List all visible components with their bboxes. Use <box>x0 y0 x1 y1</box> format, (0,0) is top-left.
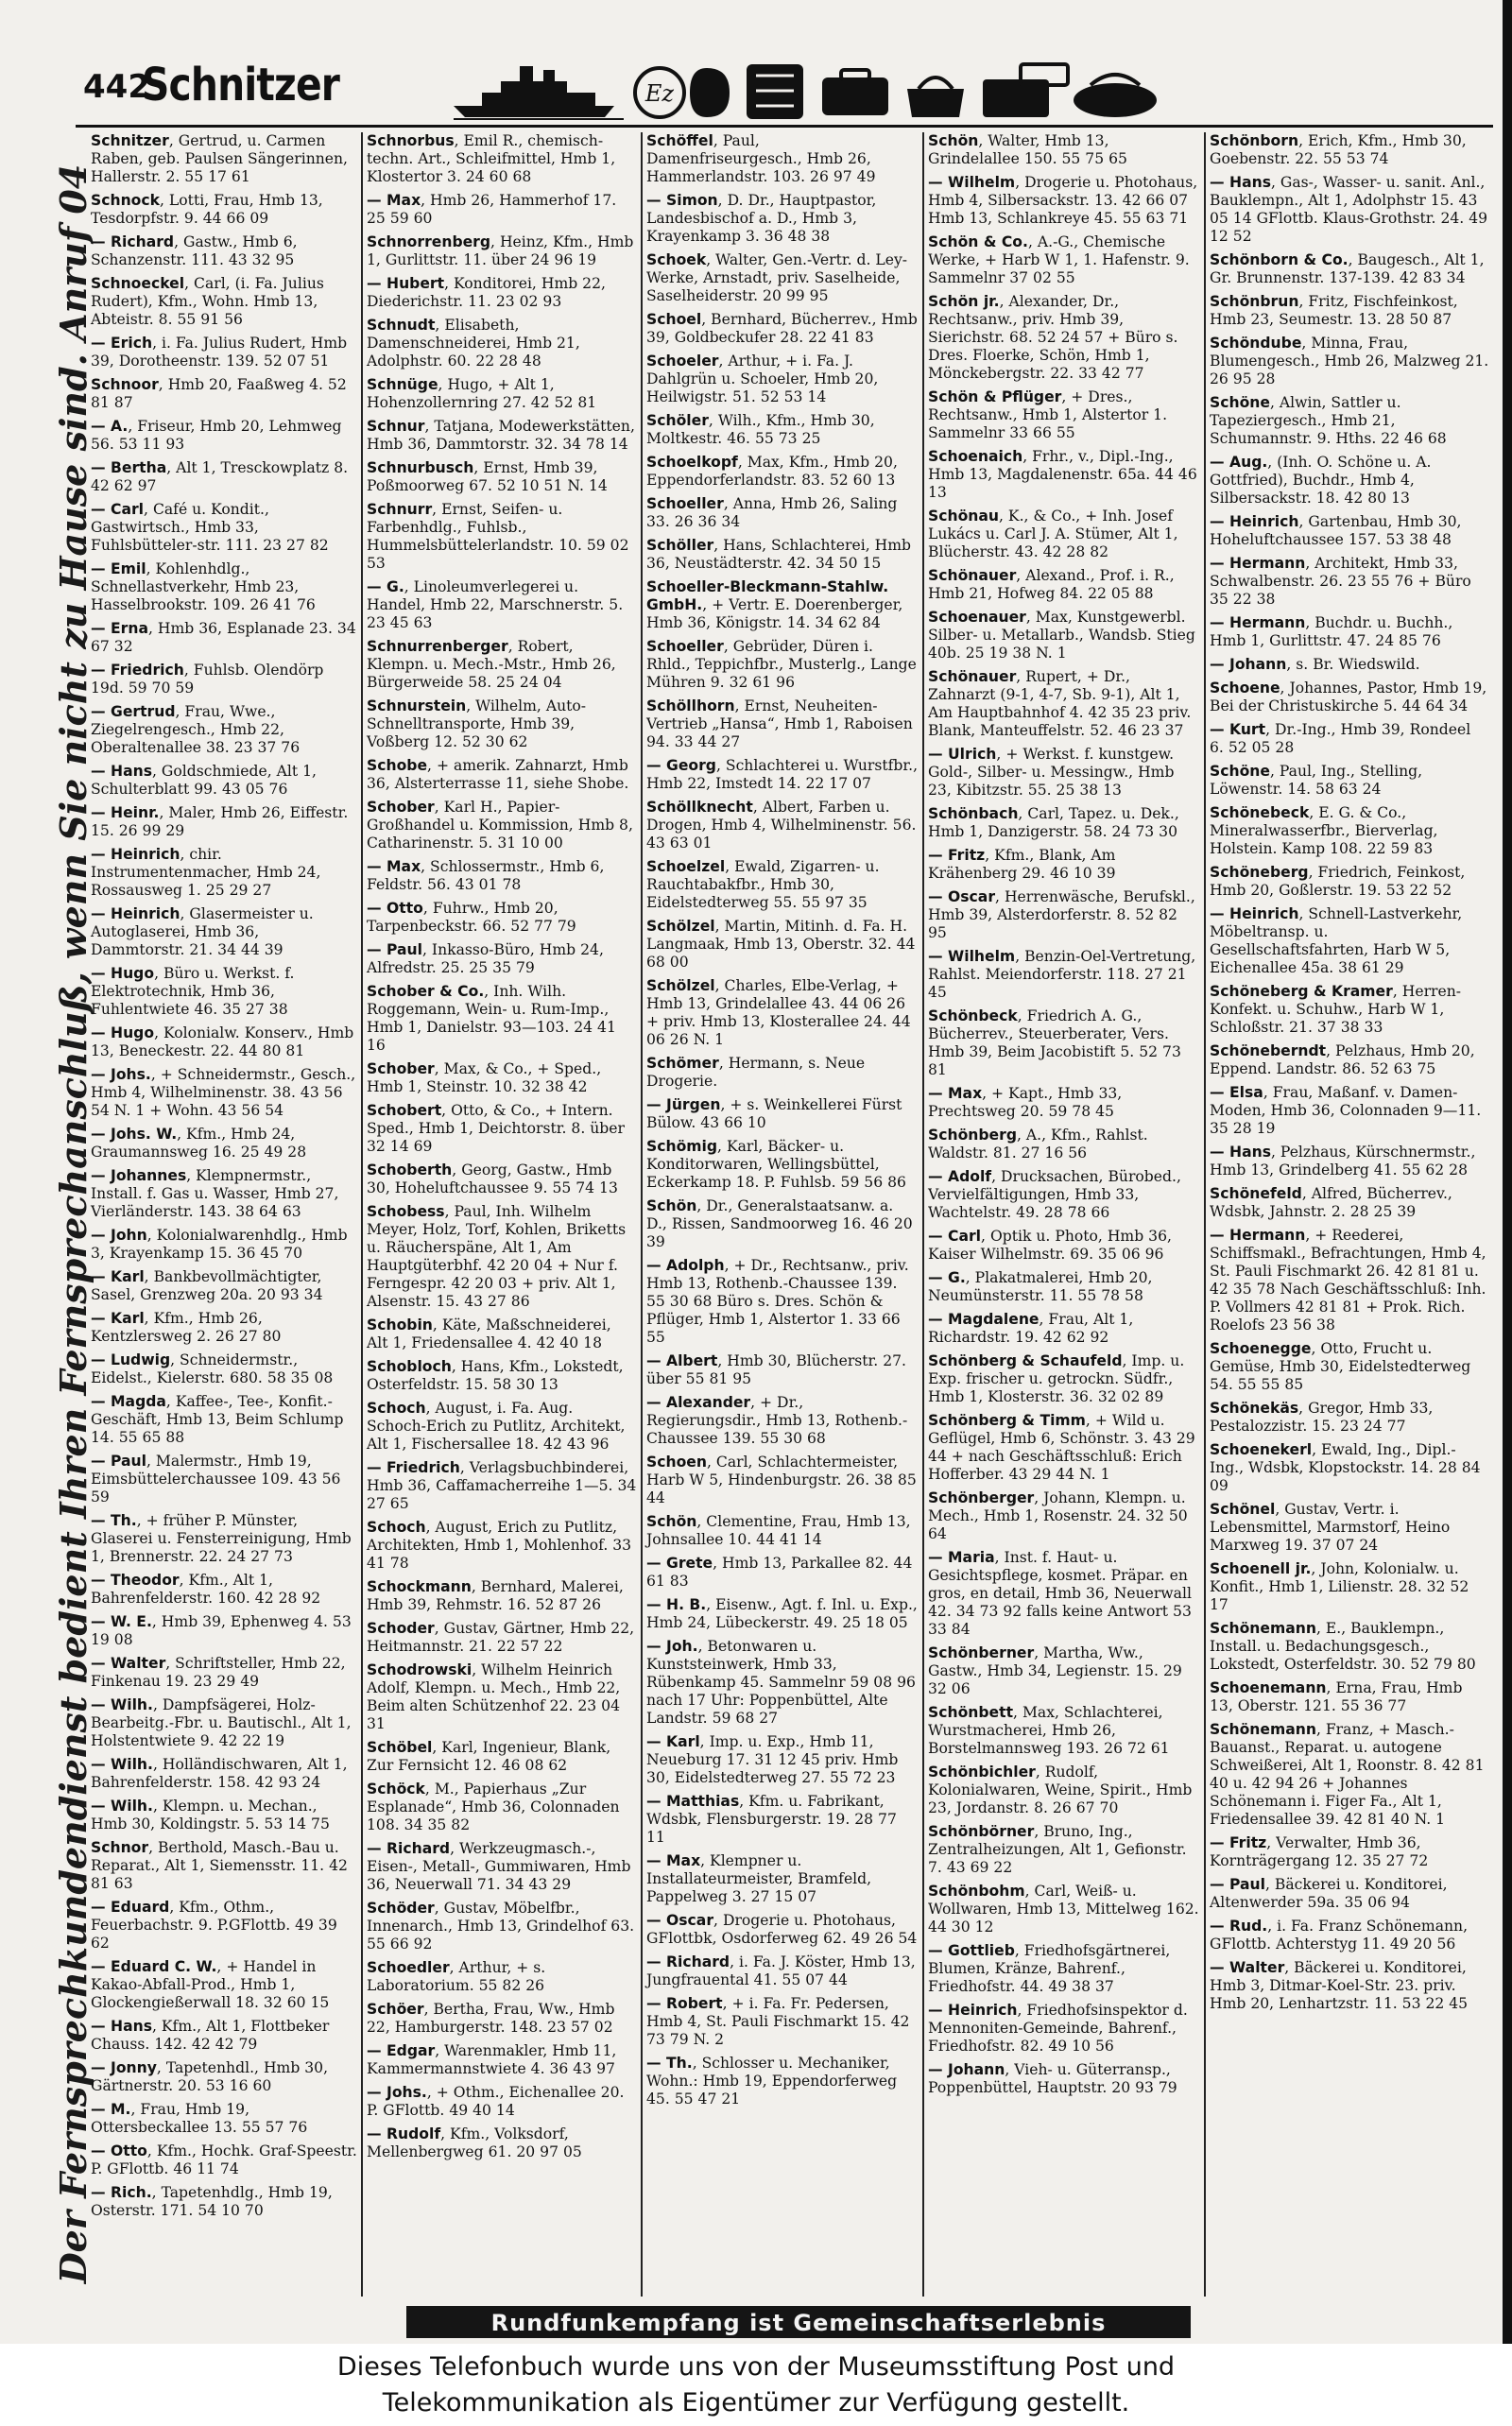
listing-entry: — Erna, Hmb 36, Esplanade 23. 34 67 32 <box>91 620 356 655</box>
listing-entry: — Johannes, Klempnermstr., Install. f. Gas u. Wasser, Hmb 27, Vierländerstr. 143. 38 64 63 <box>91 1167 339 1220</box>
listing-entry: — Hugo, Büro u. Werkst. f. Elektrotechnik, Hmb 36, Fuhlentwiete 46. 35 27 38 <box>91 965 295 1018</box>
listing-entry: — Wilhelm, Benzin-Oel-Vertretung, Rahlst. Meiendorferstr. 118. 27 21 45 <box>928 948 1196 1001</box>
listing-entry: Schönemann, E., Bauklempn., Install. u. Bedachungsgesch., Lokstedt, Osterfeldstr. 30. 52 79 80 <box>1210 1620 1476 1673</box>
listing-entry: Schönberner, Martha, Ww., Gastw., Hmb 34, Legienstr. 15. 29 32 06 <box>928 1644 1182 1697</box>
listing-entry: — Johs., + Othm., Eichenallee 20. P. GFlottb. 49 40 14 <box>367 2084 625 2119</box>
listing-entry: — Matthias, Kfm. u. Fabrikant, Wdsbk, Flensburgerstr. 19. 28 77 11 <box>646 1793 897 1846</box>
listing-entry: Schönel, Gustav, Vertr. i. Lebensmittel, Marmstorf, Heino Marxweg 19. 37 07 24 <box>1210 1501 1451 1554</box>
caption-line-1: Dieses Telefonbuch wurde uns von der Museumsstiftung Post und <box>336 2352 1176 2382</box>
listing-entry: — Emil, Kohlenhdlg., Schnellastverkehr, Hmb 23, Hasselbrookstr. 109. 26 41 76 <box>91 560 316 613</box>
listing-entry: Schober, Max, & Co., + Sped., Hmb 1, Steinstr. 10. 32 38 42 <box>367 1060 602 1095</box>
listing-entry: — Heinrich, Glasermeister u. Autoglaserei, Hmb 36, Dammtorstr. 21. 34 44 39 <box>91 905 314 958</box>
listing-entry: — Johs., + Schneidermstr., Gesch., Hmb 4, Wilhelminenstr. 38. 43 56 54 N. 1 + Wohn. 43 56 54 <box>91 1066 356 1119</box>
listing-entry: — Jonny, Tapetenhdl., Hmb 30, Gärtnerstr. 20. 53 16 60 <box>91 2059 329 2094</box>
listing-entry: — Carl, Optik u. Photo, Hmb 36, Kaiser Wilhelmstr. 69. 35 06 96 <box>928 1228 1172 1263</box>
listing-entry: — Friedrich, Fuhlsb. Olendörp 19d. 59 70 59 <box>91 662 324 697</box>
listing-entry: Schön jr., Alexander, Dr., Rechtsanw., priv. Hmb 39, Sierichstr. 68. 52 24 57 + Büro s. Dres. Floerke, Schön, Hmb 1, Mönckebergstr. 22. 33 42 77 <box>928 293 1178 382</box>
listing-entry: — Carl, Café u. Kondit., Gastwirtsch., Hmb 33, Fuhlsbütteler-str. 111. 23 27 82 <box>91 501 329 554</box>
listing-entry: Schönborn, Erich, Kfm., Hmb 30, Goebenstr. 22. 55 53 74 <box>1210 132 1467 167</box>
listing-entry: Schönberg, A., Kfm., Rahlst. Waldstr. 81. 27 16 56 <box>928 1127 1148 1161</box>
listing-entry: Schoberth, Georg, Gastw., Hmb 30, Hoheluftchaussee 9. 55 74 13 <box>367 1161 618 1196</box>
listing-entry: Schoene, Johannes, Pastor, Hmb 19, Bei der Christuskirche 5. 44 64 34 <box>1210 680 1487 714</box>
listing-entry: — Grete, Hmb 13, Parkallee 82. 44 61 83 <box>646 1555 913 1590</box>
listing-entry: — Walter, Schriftsteller, Hmb 22, Finkenau 19. 23 29 49 <box>91 1655 346 1690</box>
listing-entry: — Heinrich, Gartenbau, Hmb 30, Hoheluftchaussee 157. 53 38 48 <box>1210 513 1462 548</box>
listing-entry: Schönekäs, Gregor, Hmb 33, Pestalozzistr. 15. 23 24 77 <box>1210 1400 1434 1435</box>
svg-text:Ez: Ez <box>644 80 675 107</box>
listing-entry: — Max, Hmb 26, Hammerhof 17. 25 59 60 <box>367 192 617 227</box>
listing-entry: Schobert, Otto, & Co., + Intern. Sped., Hmb 1, Deichtorstr. 8. über 32 14 69 <box>367 1102 625 1155</box>
listing-entry: — Jürgen, + s. Weinkellerei Fürst Bülow. 43 66 10 <box>646 1096 902 1131</box>
listing-entry: Schoeller, Gebrüder, Düren i. Rhld., Teppichfbr., Musterlg., Lange Mühren 9. 32 61 96 <box>646 638 917 691</box>
side-notice <box>9 151 94 2297</box>
listing-entry: Schöler, Wilh., Kfm., Hmb 30, Moltkestr. 46. 55 73 25 <box>646 412 875 447</box>
listing-entry: Schobloch, Hans, Kfm., Lokstedt, Osterfeldstr. 15. 58 30 13 <box>367 1358 624 1393</box>
listing-entry: Schöbel, Karl, Ingenieur, Blank, Zur Fernsicht 12. 46 08 62 <box>367 1739 611 1774</box>
page-edge <box>1503 0 1512 2344</box>
listing-entry: Schönbrun, Fritz, Fischfeinkost, Hmb 23, Seumestr. 13. 28 50 87 <box>1210 293 1458 328</box>
listing-entry: Schöneberg & Kramer, Herren-Konfekt. u. Schuhw., Harb W 1, Schloßstr. 21. 37 38 33 <box>1210 983 1462 1036</box>
listing-entry: Schoenegge, Otto, Frucht u. Gemüse, Hmb 30, Eidelstedterweg 54. 55 55 85 <box>1210 1340 1471 1393</box>
page-number: 442 <box>83 68 150 106</box>
listing-entry: — Gottlieb, Friedhofsgärtnerei, Blumen, Kränze, Bahrenf., Friedhofstr. 44. 49 38 37 <box>928 1942 1171 1995</box>
listing-entry: — Maria, Inst. f. Haut- u. Gesichtspflege, kosmet. Präpar. en gros, en detail, Hmb 36, Neuerwall 42. 34 73 92 falls keine Antwort 53 33 84 <box>928 1549 1192 1638</box>
listing-entry: — Hans, Pelzhaus, Kürschnermstr., Hmb 13, Grindelberg 41. 55 62 28 <box>1210 1144 1476 1179</box>
listing-entry: — Fritz, Verwalter, Hmb 36, Kornträgergang 12. 35 27 72 <box>1210 1834 1429 1869</box>
listing-entry: — Magda, Kaffee-, Tee-, Konfit.-Geschäft, Hmb 13, Beim Schlump 14. 55 65 88 <box>91 1393 344 1446</box>
listing-entry: — Rudolf, Kfm., Volksdorf, Mellenbergweg 61. 20 97 05 <box>367 2125 582 2160</box>
bag-icon <box>1074 75 1157 117</box>
listing-entry: Schoeler, Arthur, + i. Fa. J. Dahlgrün u. Schoeler, Hmb 20, Heilwigstr. 51. 52 53 14 <box>646 353 879 405</box>
listing-entry: Schöller, Hans, Schlachterei, Hmb 36, Neustädterstr. 42. 34 50 15 <box>646 537 911 572</box>
listing-entry: — Gertrud, Frau, Wwe., Ziegelrengesch., Hmb 22, Oberaltenallee 38. 23 37 76 <box>91 703 301 756</box>
listing-entry: Schoenemann, Erna, Frau, Hmb 13, Oberstr. 121. 55 36 77 <box>1210 1679 1463 1714</box>
listing-entry: — Rich., Tapetenhdlg., Hmb 19, Osterstr. 171. 54 10 70 <box>91 2184 333 2219</box>
side-notice-text: Der Fernsprechkundendienst bedient Ihren Fernsprechanschluß, wenn Sie nicht zu Hause sind. Anruf 04 <box>52 163 94 2284</box>
listing-entry: Schönauer, Rupert, + Dr., Zahnarzt (9-1, 4-7, Sb. 9-1), Alt 1, Am Hauptbahnhof 4. 42 35 23 priv. Blank, Manteuffelstr. 52. 46 23 37 <box>928 668 1192 739</box>
steamship-icon <box>454 66 624 119</box>
footer-slogan: Rundfunkempfang ist Gemeinschaftserlebnis <box>490 2310 1107 2336</box>
listing-entry: Schnur, Tatjana, Modewerkstätten, Hmb 36, Dammtorstr. 32. 34 78 14 <box>367 418 635 453</box>
listing-entry: Schoelkopf, Max, Kfm., Hmb 20, Eppendorferlandstr. 83. 52 60 13 <box>646 454 898 489</box>
listing-entry: Schober, Karl H., Papier-Großhandel u. Kommission, Hmb 8, Catharinenstr. 5. 31 10 00 <box>367 799 633 852</box>
suitcase-icon <box>822 70 888 115</box>
listing-entry: Schönebeck, E. G. & Co., Mineralwasserfbr., Bierverlag, Holstein. Kamp 108. 22 59 83 <box>1210 804 1438 857</box>
ez-seal-icon <box>635 68 684 117</box>
listing-entry: — Aug., (Inh. O. Schöne u. A. Gottfried), Buchdr., Hmb 4, Silbersackstr. 18. 42 80 13 <box>1210 454 1432 507</box>
listing-entry: Schoder, Gustav, Gärtner, Hmb 22, Heitmannstr. 21. 22 57 22 <box>367 1620 635 1655</box>
listing-entry: — Paul, Malermstr., Hmb 19, Eimsbüttelerchaussee 109. 43 56 59 <box>91 1453 341 1505</box>
listing-column-5 <box>1204 132 1493 2297</box>
listing-entry: Schömig, Karl, Bäcker- u. Konditorwaren, Wellingsbüttel, Eckerkamp 18. P. Fuhlsb. 59 56 86 <box>646 1138 906 1191</box>
vase-icon <box>690 68 730 117</box>
listing-entry: — Hans, Kfm., Alt 1, Flottbeker Chauss. 142. 42 42 79 <box>91 2018 330 2053</box>
listing-entry: — Richard, i. Fa. J. Köster, Hmb 13, Jungfrauental 41. 55 07 44 <box>646 1953 916 1988</box>
listing-entry: — Heinrich, Schnell-Lastverkehr, Möbeltransp. u. Gesellschaftsfahrten, Harb W 5, Eichenallee 45a. 38 61 29 <box>1210 905 1463 976</box>
listing-entry: — Hermann, + Reederei, Schiffsmakl., Befrachtungen, Hmb 4, St. Pauli Fischmarkt 26. 42 81 81 u. 42 35 78 Nach Geschäftsschluß: Inh. P. Vollmers 42 81 81 + Prok. Rich. Roelofs 23 56 38 <box>1210 1227 1486 1333</box>
listing-entry: Schoelzel, Ewald, Zigarren- u. Rauchtabakfbr., Hmb 30, Eidelstedterweg 55. 55 97 35 <box>646 858 880 911</box>
listing-entry: Schnitzer, Gertrud, u. Carmen Raben, geb. Paulsen Sängerinnen, Hallerstr. 2. 55 17 61 <box>91 132 349 185</box>
listing-entry: Schnor, Berthold, Masch.-Bau u. Reparat., Alt 1, Siemensstr. 11. 42 81 63 <box>91 1839 348 1892</box>
listing-entry: — W. E., Hmb 39, Ephenweg 4. 53 19 08 <box>91 1613 352 1648</box>
listing-entry: Schnock, Lotti, Frau, Hmb 13, Tesdorpfstr. 9. 44 66 09 <box>91 192 323 227</box>
listing-entry: Schnüge, Hugo, + Alt 1, Hohenzollernring 27. 42 52 81 <box>367 376 597 411</box>
listing-entry: — Bertha, Alt 1, Tresckowplatz 8. 42 62 97 <box>91 459 349 494</box>
listing-entry: Schoch, August, Erich zu Putlitz, Architekten, Hmb 1, Mohlenhof. 33 41 78 <box>367 1519 632 1572</box>
listing-entry: Schnurr, Ernst, Seifen- u. Farbenhdlg., Fuhlsb., Hummelsbüttelerlandstr. 10. 59 02 53 <box>367 501 629 572</box>
listing-entry: — Th., Schlosser u. Mechaniker, Wohn.: Hmb 19, Eppendorferweg 45. 55 47 21 <box>646 2055 898 2108</box>
listing-entry: — M., Frau, Hmb 19, Ottersbeckallee 13. 55 57 76 <box>91 2101 308 2136</box>
listing-entry: — Erich, i. Fa. Julius Rudert, Hmb 39, Dorotheenstr. 139. 52 07 51 <box>91 335 348 370</box>
listing-entry: — Rud., i. Fa. Franz Schönemann, GFlottb. Achterstyg 11. 49 20 56 <box>1210 1918 1469 1953</box>
listing-entry: — Albert, Hmb 30, Blücherstr. 27. über 55 81 95 <box>646 1352 906 1387</box>
listing-entry: — Eduard, Kfm., Othm., Feuerbachstr. 9. P.GFlottb. 49 39 62 <box>91 1899 337 1952</box>
listing-entry: Schönauer, Alexand., Prof. i. R., Hmb 21, Hofweg 84. 22 05 88 <box>928 567 1175 602</box>
listing-entry: Schnoor, Hmb 20, Faaßweg 4. 52 81 87 <box>91 376 347 411</box>
listing-entry: Schöer, Bertha, Frau, Ww., Hmb 22, Hamburgerstr. 148. 23 57 02 <box>367 2001 615 2036</box>
listing-entry: Schober & Co., Inh. Wilh. Roggemann, Wein- u. Rum-Imp., Hmb 1, Danielstr. 93—103. 24 41 16 <box>367 983 616 1054</box>
header-illustration <box>454 57 1191 123</box>
listing-entry: — Johann, s. Br. Wiedswild. <box>1210 656 1420 673</box>
listing-entry: — Hubert, Konditorei, Hmb 22, Diederichstr. 11. 23 02 93 <box>367 275 606 310</box>
listing-entry: — Johann, Vieh- u. Güterransp., Poppenbüttel, Hauptstr. 20 93 79 <box>928 2061 1177 2096</box>
listing-entry: — Otto, Fuhrw., Hmb 20, Tarpenbeckstr. 66. 52 77 79 <box>367 900 576 935</box>
listing-entry: — Johs. W., Kfm., Hmb 24, Graumannsweg 16. 25 49 28 <box>91 1126 307 1161</box>
listing-entry: Schönbeck, Friedrich A. G., Bücherrev., Steuerberater, Vers. Hmb 39, Beim Jacobistift 5. 52 73 81 <box>928 1007 1181 1078</box>
listing-entry: Schöllknecht, Albert, Farben u. Drogen, Hmb 4, Wilhelminenstr. 56. 43 63 01 <box>646 799 917 852</box>
listing-entry: Schoek, Walter, Gen.-Vertr. d. Ley-Werke, Arnstadt, priv. Saselheide, Saselheiderstr. 20 99 95 <box>646 251 908 304</box>
listing-entry: — Richard, Gastw., Hmb 6, Schanzenstr. 111. 43 32 95 <box>91 233 298 268</box>
listing-entry: Schnoeckel, Carl, (i. Fa. Julius Rudert), Kfm., Wohn. Hmb 13, Abteistr. 8. 55 91 56 <box>91 275 324 328</box>
listing-entry: — Fritz, Kfm., Blank, Am Krähenberg 29. 46 10 39 <box>928 847 1116 882</box>
listing-entry: Schölzel, Charles, Elbe-Verlag, + Hmb 13, Grindelallee 43. 44 06 26 + priv. Hmb 13, Klosterallee 24. 44 06 26 N. 1 <box>646 977 911 1048</box>
listing-entry: — Ulrich, + Werkst. f. kunstgew. Gold-, Silber- u. Messingw., Hmb 23, Kibitzstr. 55. 25 38 13 <box>928 746 1175 799</box>
listing-entry: — Heinrich, chir. Instrumentenmacher, Hmb 24, Rossausweg 1. 25 29 27 <box>91 846 321 899</box>
ownership-caption <box>0 2349 1512 2421</box>
listing-entry: — Robert, + i. Fa. Fr. Pedersen, Hmb 4, St. Pauli Fischmarkt 15. 42 73 79 N. 2 <box>646 1995 910 2048</box>
listing-entry: — Ludwig, Schneidermstr., Eidelst., Kielerstr. 680. 58 35 08 <box>91 1351 334 1386</box>
listing-entry: Schoch, August, i. Fa. Aug. Schoch-Erich zu Putlitz, Architekt, Alt 1, Fischersallee 18. 42 43 96 <box>367 1400 626 1453</box>
listing-entry: Schön, Dr., Generalstaatsanw. a. D., Rissen, Sandmoorweg 16. 46 20 39 <box>646 1197 913 1250</box>
listing-entry: Schönberg & Timm, + Wild u. Geflügel, Hmb 6, Schönstr. 3. 43 29 44 + nach Geschäftsschluß: Erich Hofferber. 43 29 44 N. 1 <box>928 1412 1195 1483</box>
listing-entry: Schöck, M., Papierhaus „Zur Esplanade“, Hmb 36, Colonnaden 108. 34 35 82 <box>367 1781 620 1833</box>
listing-entry: Schön, Clementine, Frau, Hmb 13, Johnsallee 10. 44 41 14 <box>646 1513 911 1548</box>
listing-column-2 <box>361 132 641 2297</box>
listing-entry: Schoeller-Bleckmann-Stahlw. GmbH., + Vertr. E. Doerenberger, Hmb 36, Königstr. 14. 34 62 84 <box>646 578 903 631</box>
listing-entry: — Adolf, Drucksachen, Bürobed., Vervielfältigungen, Hmb 33, Wachtelstr. 49. 28 78 66 <box>928 1168 1181 1221</box>
listing-entry: — Karl, Bankbevollmächtigter, Sasel, Grenzweg 20a. 20 93 34 <box>91 1268 323 1303</box>
listing-entry: Schönberg & Schaufeld, Imp. u. Exp. frischer u. getrockn. Südfr., Hmb 1, Klosterstr. 36. 32 02 89 <box>928 1352 1185 1405</box>
listing-entry: — John, Kolonialwarenhdlg., Hmb 3, Krayenkamp 15. 36 45 70 <box>91 1227 348 1262</box>
listing-entry: — Max, + Kapt., Hmb 33, Prechtsweg 20. 59 78 45 <box>928 1085 1123 1120</box>
hatbox-icon <box>983 64 1068 117</box>
listing-entry: Schoen, Carl, Schlachtermeister, Harb W 5, Hindenburgstr. 26. 38 85 44 <box>646 1454 917 1506</box>
listing-entry: Schoeller, Anna, Hmb 26, Saling 33. 26 36 34 <box>646 495 898 530</box>
listing-entry: Schoenauer, Max, Kunstgewerbl. Silber- u. Metallarb., Wandsb. Stieg 40b. 25 19 38 N. 1 <box>928 609 1195 662</box>
listing-entry: — Hermann, Architekt, Hmb 33, Schwalbenstr. 26. 23 55 76 + Büro 35 22 38 <box>1210 555 1471 608</box>
listing-entry: — Edgar, Warenmakler, Hmb 11, Kammermannstwiete 4. 36 43 97 <box>367 2042 617 2077</box>
listing-entry: Schnorbus, Emil R., chemisch-techn. Art., Schleifmittel, Hmb 1, Klostertor 3. 24 60 68 <box>367 132 616 185</box>
listing-entry: — Simon, D. Dr., Hauptpastor, Landesbischof a. D., Hmb 3, Krayenkamp 3. 36 48 38 <box>646 192 877 245</box>
listing-entry: — Wilhelm, Drogerie u. Photohaus, Hmb 4, Silbersackstr. 13. 42 66 07 Hmb 13, Schlankreye 45. 55 63 71 <box>928 174 1198 227</box>
listing-entry: Schön & Co., A.-G., Chemische Werke, + Harb W 1, 1. Hafenstr. 9. Sammelnr 37 02 55 <box>928 233 1190 286</box>
listing-entry: — A., Friseur, Hmb 20, Lehmweg 56. 53 11 93 <box>91 418 342 453</box>
listing-entry: Schoenekerl, Ewald, Ing., Dipl.-Ing., Wdsbk, Klopstockstr. 14. 28 84 09 <box>1210 1441 1481 1494</box>
listing-entry: Schönbett, Max, Schlachterei, Wurstmacherei, Hmb 26, Borstelmannsweg 193. 26 72 61 <box>928 1704 1170 1757</box>
listing-entry: Schönborn & Co., Baugesch., Alt 1, Gr. Brunnenstr. 137-139. 42 83 34 <box>1210 251 1485 286</box>
listing-entry: Schnorrenberg, Heinz, Kfm., Hmb 1, Gurlittstr. 11. über 24 96 19 <box>367 233 634 268</box>
listing-entry: Schoenaich, Frhr., v., Dipl.-Ing., Hmb 13, Magdalenenstr. 65a. 44 46 13 <box>928 448 1197 501</box>
listing-entry: Schnudt, Elisabeth, Damenschneiderei, Hmb 21, Adolphstr. 60. 22 28 48 <box>367 317 580 370</box>
listing-column-1 <box>87 132 361 2297</box>
listing-entry: — Oscar, Herrenwäsche, Berufskl., Hmb 39, Alsterdorferstr. 8. 52 82 95 <box>928 888 1195 941</box>
listing-entry: Schönbichler, Rudolf, Kolonialwaren, Weine, Spirit., Hmb 23, Jordanstr. 8. 26 67 70 <box>928 1764 1193 1816</box>
listing-entry: — Wilh., Holländischwaren, Alt 1, Bahrenfelderstr. 158. 42 93 24 <box>91 1756 348 1791</box>
listing-entry: Schönbohm, Carl, Weiß- u. Wollwaren, Hmb 13, Mittelweg 162. 44 30 12 <box>928 1883 1199 1936</box>
listing-entry: Schöneberndt, Pelzhaus, Hmb 20, Eppend. Landstr. 86. 52 63 75 <box>1210 1042 1475 1077</box>
listing-entry: Schölzel, Martin, Mitinh. d. Fa. H. Langmaak, Hmb 13, Oberstr. 32. 44 68 00 <box>646 918 916 971</box>
listing-column-3 <box>641 132 922 2297</box>
listing-entry: Schodrowski, Wilhelm Heinrich Adolf, Klempn. u. Mech., Hmb 22, Beim alten Schützenhof 22. 23 04 31 <box>367 1661 621 1732</box>
listing-entry: — Elsa, Frau, Maßanf. v. Damen-Moden, Hmb 36, Colonnaden 9—11. 35 28 19 <box>1210 1084 1482 1137</box>
listing-entry: — Alexander, + Dr., Regierungsdir., Hmb 13, Rothenb.-Chaussee 139. 55 30 68 <box>646 1394 908 1447</box>
listing-entry: Schöndube, Minna, Frau, Blumengesch., Hmb 26, Malzweg 21. 26 95 28 <box>1210 335 1489 387</box>
listing-columns <box>87 132 1493 2306</box>
page-title: Schnitzer <box>142 59 340 112</box>
listing-entry: Schobess, Paul, Inh. Wilhelm Meyer, Holz, Torf, Kohlen, Briketts u. Räucherspäne, Alt 1, Am Hauptgüterbhf. 42 20 04 + Nur f. Ferngespr. 42 20 03 + priv. Alt 1, Alsenstr. 15. 43 27 86 <box>367 1203 627 1310</box>
listing-entry: — Th., + früher P. Münster, Glaserei u. Fensterreinigung, Hmb 1, Brennerstr. 22. 24 27 73 <box>91 1512 352 1565</box>
page-header <box>76 57 1493 123</box>
listing-entry: — H. B., Eisenw., Agt. f. Inl. u. Exp., Hmb 24, Lübeckerstr. 49. 25 18 05 <box>646 1596 918 1631</box>
listing-entry: Schockmann, Bernhard, Malerei, Hmb 39, Rehmstr. 16. 52 87 26 <box>367 1578 624 1613</box>
listing-entry: Schobin, Käte, Maßschneiderei, Alt 1, Friedensallee 4. 42 40 18 <box>367 1316 611 1351</box>
listing-entry: — G., Plakatmalerei, Hmb 20, Neumünsterstr. 11. 55 78 58 <box>928 1269 1153 1304</box>
listing-entry: — Theodor, Kfm., Alt 1, Bahrenfelderstr. 160. 42 28 92 <box>91 1572 321 1607</box>
listing-entry: — Hans, Goldschmiede, Alt 1, Schulterblatt 99. 43 05 76 <box>91 763 317 798</box>
listing-entry: Schoedler, Arthur, + s. Laboratorium. 55 82 26 <box>367 1959 546 1994</box>
listing-entry: — Karl, Imp. u. Exp., Hmb 11, Neueburg 17. 31 12 45 priv. Hmb 30, Eidelstedterweg 27. 55 72 23 <box>646 1733 899 1786</box>
listing-entry: — Friedrich, Verlagsbuchbinderei, Hmb 36, Caffamacherreihe 1—5. 34 27 65 <box>367 1459 637 1512</box>
listing-entry: — Kurt, Dr.-Ing., Hmb 39, Rondeel 6. 52 05 28 <box>1210 721 1471 756</box>
listing-entry: Schoenell jr., John, Kolonialw. u. Konfit., Hmb 1, Lilienstr. 28. 32 52 17 <box>1210 1560 1469 1613</box>
listing-entry: Schönefeld, Alfred, Bücherrev., Wdsbk, Jahnstr. 2. 28 25 39 <box>1210 1185 1452 1220</box>
listing-entry: Schöneberg, Friedrich, Feinkost, Hmb 20, Goßlerstr. 19. 53 22 52 <box>1210 864 1466 899</box>
listing-entry: — Joh., Betonwaren u. Kunststeinwerk, Hmb 33, Rübenkamp 45. Sammelnr 59 08 96 nach 17 Uhr: Poppenbüttel, Alte Landstr. 59 68 27 <box>646 1638 916 1727</box>
listing-entry: Schönbach, Carl, Tapez. u. Dek., Hmb 1, Danzigerstr. 58. 24 73 30 <box>928 805 1179 840</box>
listing-column-4 <box>922 132 1204 2297</box>
listing-entry: — G., Linoleumverlegerei u. Handel, Hmb 22, Marschnerstr. 5. 23 45 63 <box>367 578 624 631</box>
listing-entry: — Oscar, Drogerie u. Photohaus, GFlottbk, Osdorferweg 62. 49 26 54 <box>646 1912 918 1947</box>
listing-entry: Schöne, Paul, Ing., Stelling, Löwenstr. 14. 58 63 24 <box>1210 763 1423 798</box>
listing-entry: — Heinrich, Friedhofsinspektor d. Mennoniten-Gemeinde, Bahrenf., Friedhofstr. 82. 49 10 56 <box>928 2002 1188 2055</box>
listing-entry: — Georg, Schlachterei u. Wurstfbr., Hmb 22, Imstedt 14. 22 17 07 <box>646 757 919 792</box>
listing-entry: Schobe, + amerik. Zahnarzt, Hmb 36, Alsterterrasse 11, siehe Shobe. <box>367 757 629 792</box>
listing-entry: Schnurstein, Wilhelm, Auto-Schnelltransporte, Hmb 39, Voßberg 12. 52 30 62 <box>367 697 587 750</box>
listing-entry: Schnurbusch, Ernst, Hmb 39, Poßmoorweg 67. 52 10 51 N. 14 <box>367 459 608 494</box>
listing-entry: — Wilh., Klempn. u. Mechan., Hmb 30, Koldingstr. 5. 53 14 75 <box>91 1798 330 1832</box>
listing-entry: Schön & Pflüger, + Dres., Rechtsanw., Hmb 1, Alstertor 1. Sammelnr 33 66 55 <box>928 388 1168 441</box>
listing-entry: Schöffel, Paul, Damenfriseurgesch., Hmb 26, Hammerlandstr. 103. 26 97 49 <box>646 132 876 185</box>
listing-entry: Schömer, Hermann, s. Neue Drogerie. <box>646 1055 866 1090</box>
footer-slogan-band <box>406 2306 1191 2338</box>
listing-entry: Schönberger, Johann, Klempn. u. Mech., Hmb 1, Rosenstr. 24. 32 50 64 <box>928 1489 1188 1542</box>
listing-entry: Schönbörner, Bruno, Ing., Zentralheizungen, Alt 1, Gefionstr. 7. 43 69 22 <box>928 1823 1187 1876</box>
listing-entry: — Richard, Werkzeugmasch.-, Eisen-, Metall-, Gummiwaren, Hmb 36, Neuerwall 71. 34 43 29 <box>367 1840 631 1893</box>
listing-entry: — Hugo, Kolonialw. Konserv., Hmb 13, Beneckestr. 22. 44 80 81 <box>91 1024 354 1059</box>
listing-entry: Schönemann, Franz, + Masch.-Bauanst., Reparat. u. autogene Schweißerei, Alt 1, Roonstr. 8. 42 81 40 u. 42 94 26 + Johannes Schönemann i. Figer Fa., Alt 1, Friedensallee 39. 42 81 40 N. 1 <box>1210 1721 1485 1828</box>
caption-line-2: Telekommunikation als Eigentümer zur Verfügung gestellt. <box>382 2388 1130 2417</box>
listing-entry: — Magdalene, Frau, Alt 1, Richardstr. 19. 42 62 92 <box>928 1311 1134 1346</box>
listing-entry: — Heinr., Maler, Hmb 26, Eiffestr. 15. 26 99 29 <box>91 804 349 839</box>
listing-entry: — Hans, Gas-, Wasser- u. sanit. Anl., Bauklempn., Alt 1, Adolphstr 15. 43 05 14 GFlottb. Klaus-Grothstr. 24. 49 12 52 <box>1210 174 1488 245</box>
listing-entry: Schoel, Bernhard, Bücherrev., Hmb 39, Goldbeckufer 28. 22 41 83 <box>646 311 918 346</box>
listing-entry: Schöder, Gustav, Möbelfbr., Innenarch., Hmb 13, Grindelhof 63. 55 66 92 <box>367 1900 635 1953</box>
handbag-icon <box>907 77 964 117</box>
listing-entry: — Karl, Kfm., Hmb 26, Kentzlersweg 2. 26 27 80 <box>91 1310 282 1345</box>
listing-entry: — Paul, Inkasso-Büro, Hmb 24, Alfredstr. 25. 25 35 79 <box>367 941 604 976</box>
listing-entry: — Eduard C. W., + Handel in Kakao-Abfall-Prod., Hmb 1, Glockengießerwall 18. 32 60 15 <box>91 1958 330 2011</box>
listing-entry: — Max, Klempner u. Installateurmeister, Bramfeld, Pappelweg 3. 27 15 07 <box>646 1852 872 1905</box>
listing-entry: — Hermann, Buchdr. u. Buchh., Hmb 1, Gurlittstr. 47. 24 85 76 <box>1210 614 1453 649</box>
listing-entry: Schön, Walter, Hmb 13, Grindelallee 150. 55 75 65 <box>928 132 1127 167</box>
header-rule <box>76 125 1493 128</box>
listing-entry: — Adolph, + Dr., Rechtsanw., priv. Hmb 13, Rothenb.-Chaussee 139. 55 30 68 Büro s. Dres. Schön & Pflüger, Hmb 1, Alstertor 1. 33 66 55 <box>646 1257 909 1346</box>
listing-entry: Schnurrenberger, Robert, Klempn. u. Mech.-Mstr., Hmb 26, Bürgerweide 58. 25 24 04 <box>367 638 616 691</box>
listing-entry: Schönau, K., & Co., + Inh. Josef Lukács u. Carl J. A. Stümer, Alt 1, Blücherstr. 43. 42 28 82 <box>928 508 1178 560</box>
wardrobe-trunk-icon <box>747 64 803 119</box>
listing-entry: — Paul, Bäckerei u. Konditorei, Altenwerder 59a. 35 06 94 <box>1210 1876 1448 1911</box>
listing-entry: — Otto, Kfm., Hochk. Graf-Speestr. P. GFlottb. 46 11 74 <box>91 2142 357 2177</box>
listing-entry: — Max, Schlossermstr., Hmb 6, Feldstr. 56. 43 01 78 <box>367 858 605 893</box>
listing-entry: Schöllhorn, Ernst, Neuheiten-Vertrieb „Hansa“, Hmb 1, Raboisen 94. 33 44 27 <box>646 697 913 750</box>
listing-entry: — Walter, Bäckerei u. Konditorei, Hmb 3, Ditmar-Koel-Str. 23. priv. Hmb 20, Lenhartzstr. 11. 53 22 45 <box>1210 1959 1469 2012</box>
listing-entry: Schöne, Alwin, Sattler u. Tapeziergesch., Hmb 21, Schumannstr. 9. Hths. 22 46 68 <box>1210 394 1447 447</box>
listing-entry: — Wilh., Dampfsägerei, Holz-Bearbeitg.-Fbr. u. Bautischl., Alt 1, Holstentwiete 9. 42 22 19 <box>91 1696 352 1749</box>
